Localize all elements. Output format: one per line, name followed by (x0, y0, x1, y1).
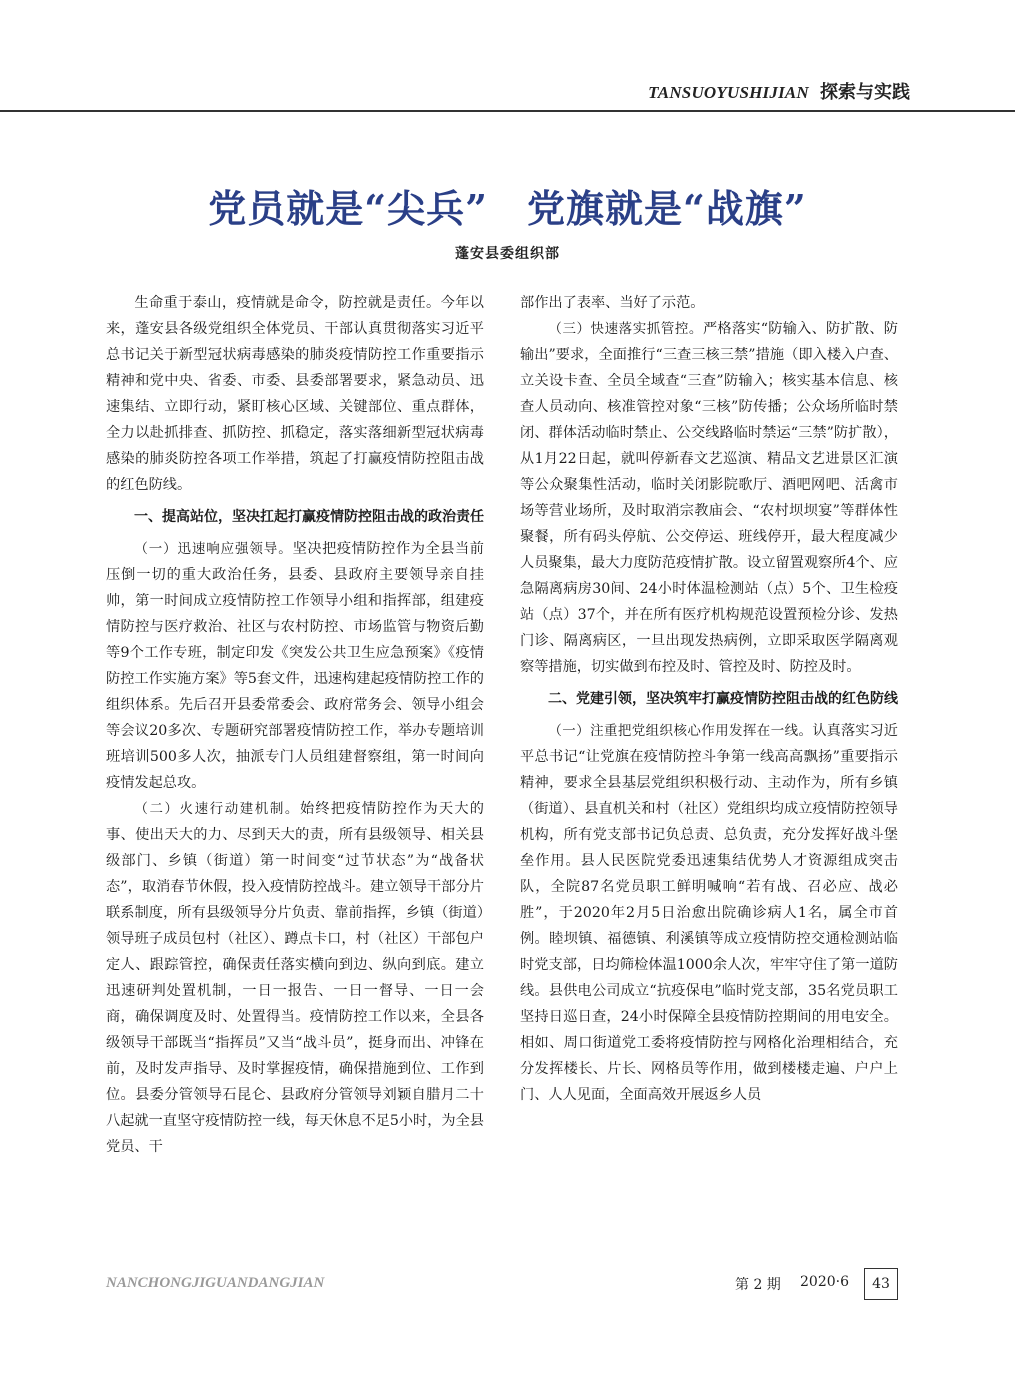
article-title: 党员就是“尖兵” 党旗就是“战旗” (208, 186, 807, 231)
paragraph-control (520, 316, 898, 680)
paragraph-body: 认真落实习近平总书记“让党旗在疫情防控斗争第一线高高飘扬”重要指示精神，要求全县基层党组织积极行动、主动作为，所有乡镇（街道）、县直机关和村（社区）党组织均成立疫情防控领导机构，所有党支部书记负总责、总负责，充分发挥好战斗堡垒作用。县人民医院党委迅速集结优势人才资源组成突击队，全院87名党员职工鲜明喊响“若有战、召必应、战必胜”，于2020年2月5日治愈出院确诊病人1名，属全市首例。睦坝镇、福德镇、利溪镇等成立疫情防控交通检测站临时党支部，日均筛检体温1000余人次，牢牢守住了第一道防线。县供电公司成立“抗疫保电”临时党支部，35名党员职工坚持日巡日查，24小时保障全县疫情防控期间的用电安全。相如、周口街道党工委将疫情防控与网格化治理相结合，充分发挥楼长、片长、网格员等作用，做到楼楼走遍、户户上门、人人见面，全面高效开展返乡人员 (520, 723, 898, 1103)
header-magazine-name: TANSUOYUSHIJIAN (648, 83, 809, 102)
footer-year: 2020·6 (800, 1274, 849, 1290)
left-column (106, 290, 484, 1265)
paragraph-body: 严格落实“防输入、防扩散、防输出”要求，全面推行“三查三核三禁”措施（即入楼入户查、立关设卡查、全员全域查“三查”防输入；核实基本信息、核查人员动向、核准管控对象“三核”防传播；公众场所临时禁闭、群体活动临时禁止、公交线路临时禁运“三禁”防扩散），从1月22日起，就叫停新春文艺巡演、精品文艺进景区汇演等公众聚集性活动，临时关闭影院歌厅、酒吧网吧、活禽市场等营业场所，及时取消宗教庙会、“农村坝坝宴”等群体性聚餐，所有码头停航、公交停运、班线停开，最大程度减少人员聚集，最大力度防范疫情扩散。设立留置观察所4个、应急隔离病房30间、24小时体温检测站（点）5个、卫生检疫站（点）37个，并在所有医疗机构规范设置预检分诊、发热门诊、隔离病区，一旦出现发热病例，立即采取医学隔离观察等措施，切实做到布控及时、管控及时、防控及时。 (520, 321, 898, 675)
intro-paragraph: 生命重于泰山，疫情就是命令，防控就是责任。今年以来，蓬安县各级党组织全体党员、干部认真贯彻落实习近平总书记关于新型冠状病毒感染的肺炎疫情防控工作重要指示精神和党中央、省委、市委、县委部署要求，紧急动员、迅速集结、立即行动，紧盯核心区域、关键部位、重点群体，全力以赴抓排查、抓防控、抓稳定，落实落细新型冠状病毒感染的肺炎防控各项工作举措，筑起了打赢疫情防控阻击战的红色防线。 (106, 295, 484, 493)
subheading: （二）火速行动建机制。 (134, 801, 300, 817)
header-section-name: 探索与实践 (820, 82, 910, 103)
paragraph-body: 坚决把疫情防控作为全县当前压倒一切的重大政治任务，县委、县政府主要领导亲自挂帅，第一时间成立疫情防控工作领导小组和指挥部，组建疫情防控与医疗救治、社区与农村防控、市场监管与物资后勤等9个工作专班，制定印发《突发公共卫生应急预案》《疫情防控工作实施方案》等5套文件，迅速构建起疫情防控工作的组织体系。先后召开县委常委会、政府常务会、领导小组会等会议20多次、专题研究部署疫情防控工作，举办专题培训班培训500多人次，抽派专门人员组建督察组，第一时间向疫情发起总攻。 (106, 541, 484, 791)
subheading: （三）快速落实抓管控。 (548, 321, 703, 337)
paragraph-leadership (106, 536, 484, 796)
subheading: （一）迅速响应强领导。 (134, 541, 293, 557)
subheading: （一）注重把党组织核心作用发挥在一线。 (548, 723, 813, 739)
paragraph-body: 始终把疫情防控作为天大的事、使出天大的力、尽到天大的责，所有县级领导、相关县级部门、乡镇（街道）第一时间变“过节状态”为“战备状态”，取消春节休假，投入疫情防控战斗。建立领导干部分片联系制度，所有县级领导分片负责、靠前指挥，乡镇（街道）领导班子成员包村（社区）、蹲点卡口，村（社区）干部包户定人、跟踪管控，确保责任落实横向到边、纵向到底。建立迅速研判处置机制，一日一报告、一日一督导、一日一会商，确保调度及时、处置得当。疫情防控工作以来，全县各级领导干部既当“指挥员”又当“战斗员”，挺身而出、冲锋在前，及时发声指导、及时掌握疫情，确保措施到位、工作到位。县委分管领导石昆仑、县政府分管领导刘颖自腊月二十八起就一直坚守疫情防控一线，每天休息不足5小时，为全县党员、干 (106, 801, 484, 1155)
paragraph-party-organization (520, 718, 898, 1108)
running-header (0, 78, 910, 112)
page-number: 43 (864, 1268, 898, 1300)
continued-paragraph: 部作出了表率、当好了示范。 (520, 295, 705, 311)
article-author: 蓬安县委组织部 (455, 246, 560, 262)
section-heading-1: 一、提高站位，坚决扛起打赢疫情防控阻击战的政治责任 (134, 509, 484, 525)
header-rule (0, 110, 1015, 112)
paragraph-mechanism (106, 796, 484, 1160)
footer-magazine-name: NANCHONGJIGUANDANGJIAN (106, 1275, 325, 1291)
footer-issue: 第 2 期 (735, 1277, 781, 1293)
right-column (520, 290, 898, 1265)
section-heading-2: 二、党建引领，坚决筑牢打赢疫情防控阻击战的红色防线 (548, 691, 898, 707)
